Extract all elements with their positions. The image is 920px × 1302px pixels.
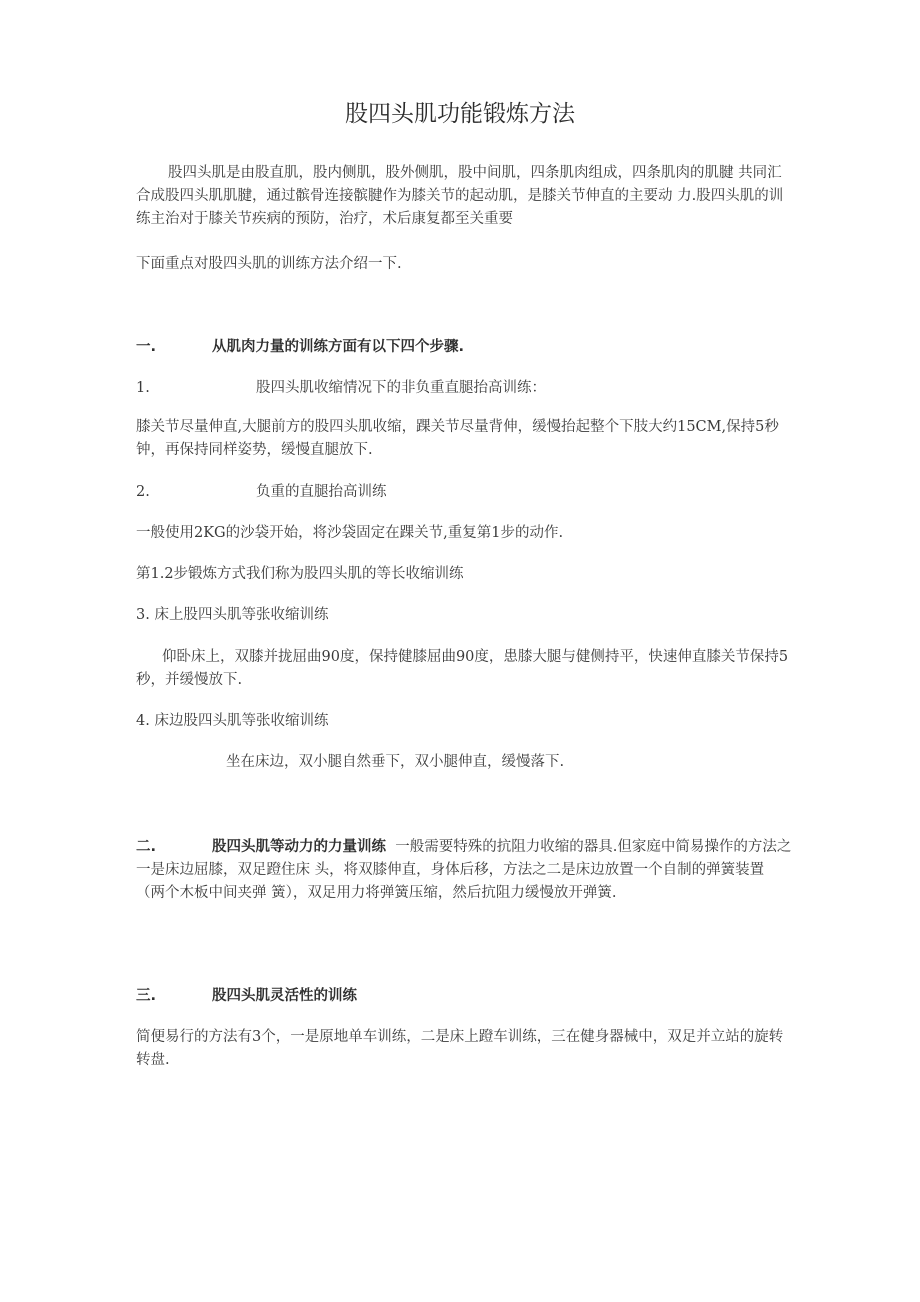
step4-title: 4. 床边股四头肌等张收缩训练 — [136, 713, 329, 729]
step2-number: 2. — [136, 484, 150, 500]
section3-heading: 股四头肌灵活性的训练 — [212, 988, 357, 1004]
section2-paragraph — [136, 836, 792, 905]
intro-line: 下面重点对股四头肌的训练方法介绍一下. — [136, 256, 402, 272]
step4-body: 坐在床边，双小腿自然垂下，双小腿伸直，缓慢落下. — [226, 754, 565, 770]
intro-paragraph: 股四头肌是由股直肌，股内侧肌，股外侧肌，股中间肌，四条肌肉组成，四条肌肉的肌腱 共同汇合成股四头肌肌腱，通过髌骨连接髌腱作为膝关节的起动肌，是膝关节伸直的主要动 力.股四头肌的训练主治对于膝关节疾病的预防，治疗，术后康复都至关重要 — [136, 165, 784, 227]
step1-title: 股四头肌收缩情况下的非负重直腿抬高训练： — [256, 380, 546, 396]
section3-body: 简便易行的方法有3个，一是原地单车训练，二是床上蹬车训练，三在健身器械中，双足并立站的旋转转盘. — [136, 1029, 784, 1068]
section1-heading: 从肌肉力量的训练方面有以下四个步骤. — [212, 339, 465, 355]
step1-title-row — [136, 377, 792, 400]
step3-title: 3. 床上股四头肌等张收缩训练 — [136, 607, 329, 623]
section1-number: 一. — [136, 339, 157, 355]
step2-title: 负重的直腿抬高训练 — [256, 484, 387, 500]
steps-note: 第1.2步锻炼方式我们称为股四头肌的等长收缩训练 — [136, 566, 464, 582]
section1-heading-row — [136, 336, 792, 359]
step2-body: 一般使用2KG的沙袋开始，将沙袋固定在踝关节,重复第1步的动作. — [136, 525, 564, 541]
step1-body: 膝关节尽量伸直,大腿前方的股四头肌收缩，踝关节尽量背伸，缓慢抬起整个下肢大约15CM,保持5秒钟，再保持同样姿势，缓慢直腿放下. — [136, 419, 779, 458]
section2-number: 二. — [136, 839, 157, 855]
document-title: 股四头肌功能锻炼方法 — [345, 101, 575, 127]
section2-body: 一般需要特殊的抗阻力收缩的器具.但家庭中简易操作的方法之一是床边屈膝，双足蹬住床 头，将双膝伸直，身体后移，方法之二是床边放置一个自制的弹簧装置（两个木板中间夹弹 簧），双足用力将弹簧压缩，然后抗阻力缓慢放开弹簧. — [136, 839, 792, 901]
step1-number: 1. — [136, 380, 150, 396]
section3-heading-row — [136, 985, 792, 1008]
section3-number: 三. — [136, 988, 157, 1004]
step3-body: 仰卧床上，双膝并拢屈曲90度，保持健膝屈曲90度，患膝大腿与健侧持平，快速伸直膝关节保持5秒，并缓慢放下. — [136, 649, 789, 688]
step2-title-row — [136, 481, 792, 504]
section2-heading: 股四头肌等动力的力量训练 — [212, 839, 386, 855]
